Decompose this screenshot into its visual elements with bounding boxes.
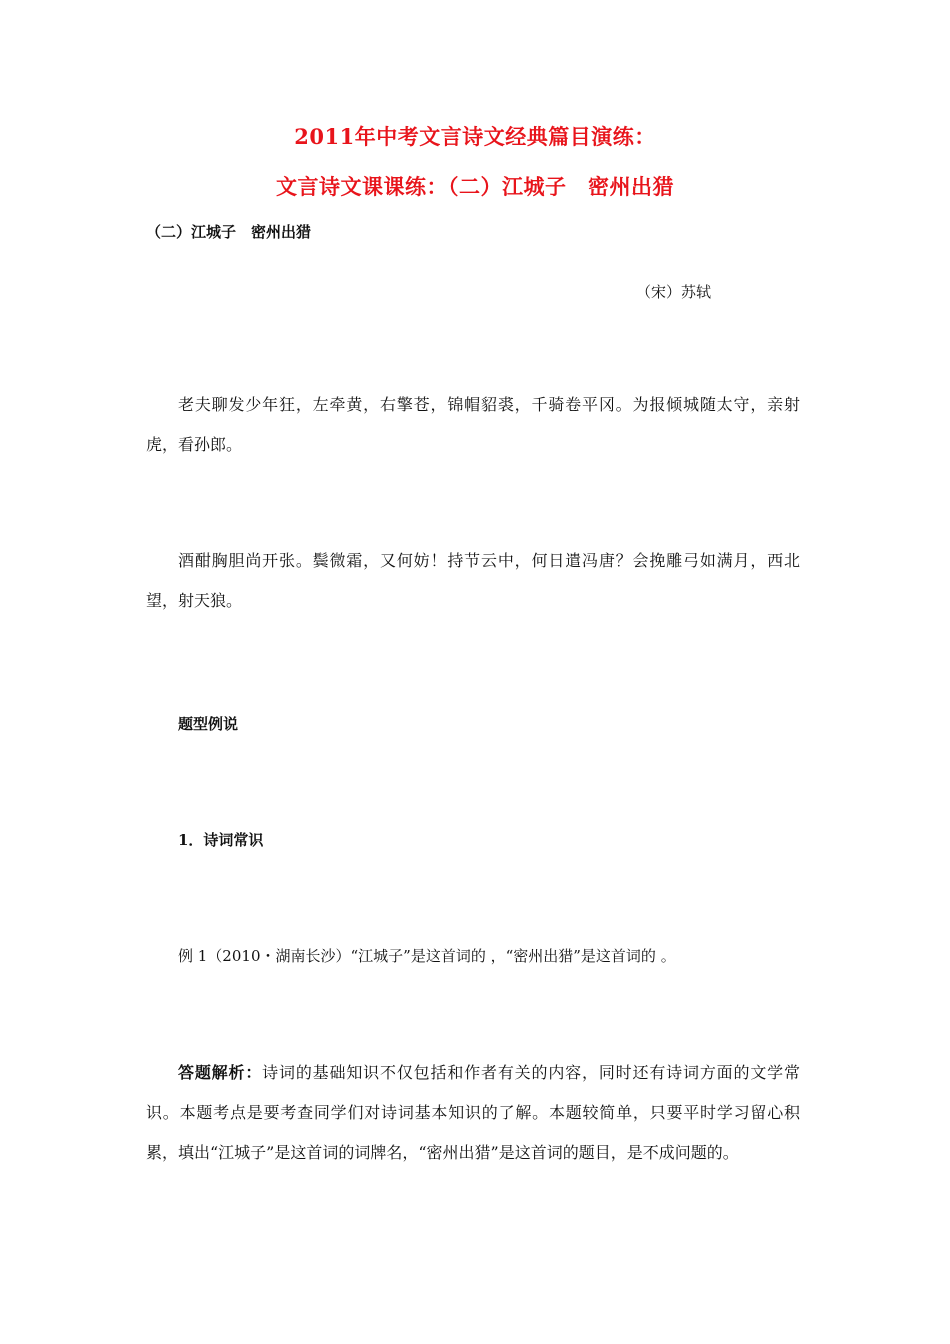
section-heading: 题型例说 <box>178 715 239 733</box>
answer-analysis <box>146 1053 800 1173</box>
example-question: 例 1（2010・湖南长沙）“江城子”是这首词的 ，“密州出猎”是这首词的 。 <box>178 947 676 965</box>
poem-stanza-2: 酒酣胸胆尚开张。鬓微霜，又何妨！持节云中，何日遣冯唐？会挽雕弓如满月，西北望，射天狼。 <box>146 551 800 610</box>
analysis-label: 答题解析： <box>178 1063 263 1082</box>
document-title-line2: 文言诗文课课练：（二）江城子 密州出猎 <box>276 174 674 199</box>
document-title-line1: 2011年中考文言诗文经典篇目演练： <box>294 124 656 149</box>
item-heading: 1．诗词常识 <box>178 831 264 849</box>
poem-subheading: （二）江城子 密州出猎 <box>146 223 312 241</box>
analysis-text: 诗词的基础知识不仅包括和作者有关的内容，同时还有诗词方面的文学常识。本题考点是要考查同学们对诗词基本知识的了解。本题较简单，只要平时学习留心积累，填出“江城子”是这首词的词牌名，“密州出猎”是这首词的题目，是不成问题的。 <box>146 1063 800 1162</box>
poem-author: （宋）苏轼 <box>636 283 712 301</box>
poem-stanza-1: 老夫聊发少年狂，左牵黄，右擎苍，锦帽貂裘，千骑卷平冈。为报倾城随太守，亲射虎，看孙郎。 <box>146 395 800 454</box>
